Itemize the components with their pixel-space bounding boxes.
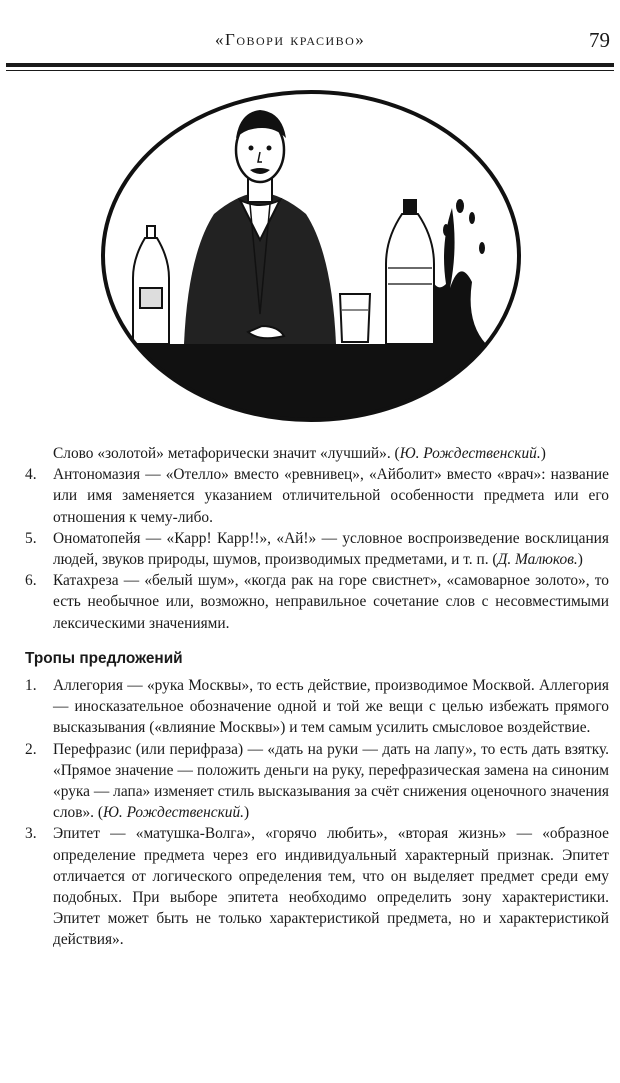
list-number: 1. [25,677,37,695]
bottle-right-icon [386,200,434,344]
list-item-text: Аллегория — «рука Москвы», то есть действие, производимое Москвой. Аллегория — иносказательное обозначение одной и той же вещи с целью избежать прямого высказывания («влияние Москвы») и тем самым усилить смысловое воздействие. [53,677,609,737]
list-item [25,464,609,528]
running-title: «Говори красиво» [215,30,366,49]
list-number: 4. [25,466,37,484]
body-text [25,443,609,951]
glass-icon [340,294,370,342]
list-item-citation: Д. Малюков. [497,551,578,569]
list-item [25,528,609,570]
intro-citation: Ю. Рождественский. [399,445,541,462]
header-rule-thick [6,63,614,67]
list-item [25,739,609,824]
page-header [0,0,620,70]
list-item-text: Катахреза — «белый шум», «когда рак на горе свистнет», «самоварное золото», то есть необычное или, возможно, неправильное сочетание слов с несовместимыми лексическими значениями. [53,572,609,632]
list-item-citation: Ю. Рождественский. [103,804,245,822]
illustration [100,88,522,424]
intro-paragraph [53,443,609,464]
list-item-text: Ономатопейя — «Карр! Карр!!», «Ай!» — условное воспроизведение восклицания людей, звуков природы, шумов, производимых предметами, и т. п. ( [53,529,609,569]
list-number: 5. [25,529,37,547]
intro-text: Слово «золотой» метафорически значит «лучший». ( [53,445,400,462]
intro-end: ) [540,445,546,462]
list-item-end: ) [577,551,583,569]
list-number: 2. [25,740,37,758]
list-item-text: Перефразис (или перифраза) — «дать на руки — дать на лапу», то есть дать взятку. «Прямое значение — положить деньги на руку, перефразическая замена на синоним «рука — лапа» изменяет стиль высказывания за счёт снижения оценочного значения слов». ( [53,740,609,822]
bottle-left-icon [133,226,169,344]
trope-list-sentences [25,675,609,951]
list-number: 6. [25,572,37,590]
man-figure-icon [184,110,336,344]
list-item-text: Антономазия — «Отелло» вместо «ревнивец», «Айболит» вместо «врач»: название или имя заменяется указанием отличительной особенности предмета или его отношения к чему-либо. [53,466,609,526]
page-number: 79 [589,28,610,52]
list-item-text: Эпитет — «матушка-Волга», «горячо любить», «вторая жизнь» — «образное определение предмета через его индивидуальный характерный признак. Эпитет отличается от логического определения тем, что он выделяет предмет среди ему подобных. При выборе эпитета необходимо определить зону характеристики. Эпитет может быть не только характеристикой предмета, но и характеристикой действия». [53,825,609,949]
list-item-end: ) [244,804,250,822]
list-item [25,675,609,739]
trope-list-words [25,464,609,634]
list-item [25,570,609,634]
list-number: 3. [25,825,37,843]
list-item [25,823,609,950]
header-rule-thin [6,70,614,71]
section-heading: Тропы предложений [25,649,183,667]
